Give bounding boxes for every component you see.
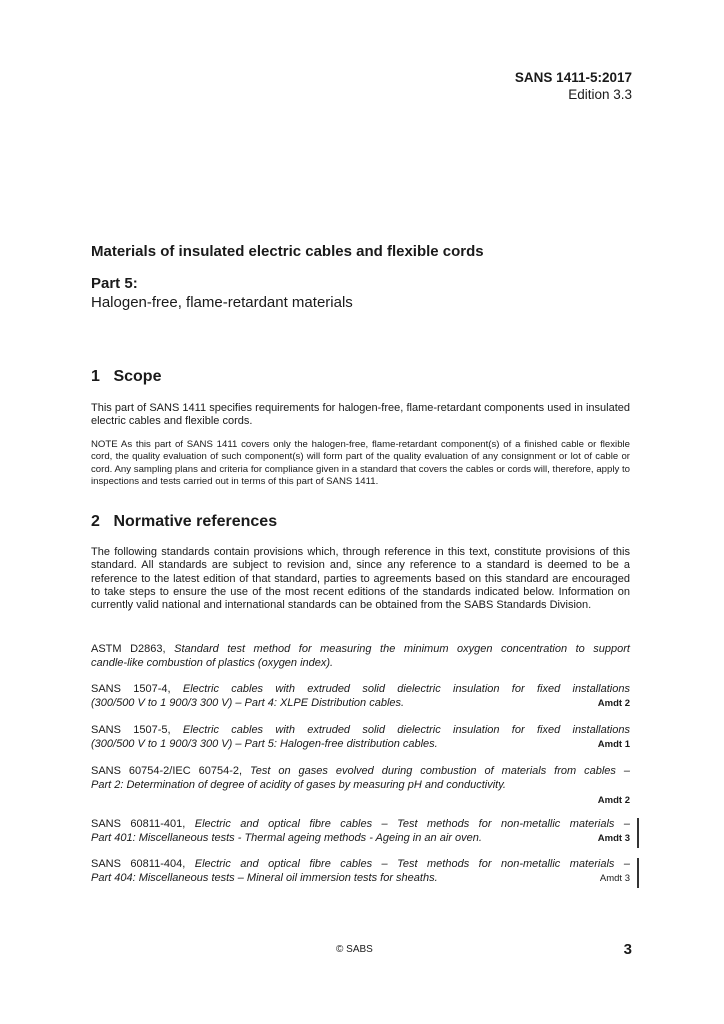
reference-title-line1: Standard test method for measuring the minimum oxygen concentration to support bbox=[174, 643, 630, 655]
amendment-badge: Amdt 3 bbox=[599, 872, 630, 884]
standard-code: SANS 1411-5:2017 bbox=[514, 70, 632, 85]
normative-references-paragraph: The following standards contain provisions which, through reference in this text, constitute provisions of this standard. All standards are subject to revision and, since any reference to a standard is deemed to be a reference to the latest edition of that standard, parties to agreements based on this standard are encouraged to take steps to ensure the use of the most recent editions of the standards indicated below. Information on currently valid national and international standards can be obtained from the SABS Standards Division. bbox=[91, 546, 630, 612]
reference-item bbox=[91, 818, 630, 845]
reference-title-line2: candle-like combustion of plastics (oxygen index). bbox=[91, 656, 334, 669]
part-title: Halogen-free, flame-retardant materials bbox=[91, 294, 353, 311]
revision-bar bbox=[637, 858, 639, 888]
reference-code: SANS 1507-4, bbox=[91, 683, 171, 695]
section-2-heading bbox=[91, 513, 277, 531]
edition-label: Edition 3.3 bbox=[568, 87, 632, 102]
reference-item bbox=[91, 643, 630, 670]
amendment-badge: Amdt 3 bbox=[597, 832, 630, 844]
revision-bar bbox=[637, 818, 639, 848]
page-number: 3 bbox=[623, 941, 632, 958]
section-1-title: Scope bbox=[113, 368, 162, 385]
reference-title-line2: Part 401: Miscellaneous tests - Thermal ageing methods - Ageing in an air oven. bbox=[91, 831, 482, 844]
reference-title-line2: (300/500 V to 1 900/3 300 V) – Part 4: XLPE Distribution cables. bbox=[91, 696, 405, 709]
reference-code: SANS 1507-5, bbox=[91, 724, 171, 736]
document-header bbox=[515, 69, 632, 103]
scope-note: NOTE As this part of SANS 1411 covers only the halogen-free, flame-retardant component(s) of a finished cable or flexible cord, the quality evaluation of such component(s) will form part of the quality evaluation of any consignment or lot of cable or cord. Any sampling plans and criteria for compliance given in a standard that covers the cables or cords will, therefore, apply to inspections and tests carried out in terms of this part of SANS 1411. bbox=[91, 439, 630, 488]
reference-title-line2: Part 2: Determination of degree of acidity of gases by measuring pH and conductivity. bbox=[91, 778, 506, 791]
reference-code: SANS 60811-404, bbox=[91, 858, 186, 870]
document-title: Materials of insulated electric cables and flexible cords bbox=[91, 243, 484, 260]
section-2-number: 2 bbox=[91, 513, 100, 530]
copyright-label: © SABS bbox=[336, 944, 373, 955]
reference-code: SANS 60811-401, bbox=[91, 818, 186, 830]
reference-title-line1: Electric cables with extruded solid dielectric insulation for fixed installations bbox=[182, 724, 630, 736]
reference-title-line2: (300/500 V to 1 900/3 300 V) – Part 5: Halogen-free distribution cables. bbox=[91, 737, 438, 750]
reference-item bbox=[91, 683, 630, 710]
section-1-heading bbox=[91, 368, 161, 386]
amendment-badge: Amdt 2 bbox=[597, 795, 630, 807]
amendment-badge: Amdt 1 bbox=[597, 738, 630, 750]
scope-paragraph: This part of SANS 1411 specifies requirements for halogen-free, flame-retardant components used in insulated electric cables and flexible cords. bbox=[91, 402, 630, 428]
reference-code: SANS 60754-2/IEC 60754-2, bbox=[91, 765, 243, 777]
reference-item bbox=[91, 724, 630, 751]
reference-title-line2: Part 404: Miscellaneous tests – Mineral oil immersion tests for sheaths. bbox=[91, 871, 438, 884]
reference-title-line1: Electric and optical fibre cables – Test methods for non-metallic materials – bbox=[194, 818, 630, 830]
reference-title-line1: Test on gases evolved during combustion of materials from cables – bbox=[250, 765, 630, 777]
reference-code: ASTM D2863, bbox=[91, 643, 166, 655]
reference-title-line1: Electric cables with extruded solid dielectric insulation for fixed installations bbox=[182, 683, 630, 695]
section-1-number: 1 bbox=[91, 368, 100, 385]
section-2-title: Normative references bbox=[113, 513, 278, 530]
reference-item bbox=[91, 858, 630, 885]
reference-title-line1: Electric and optical fibre cables – Test methods for non-metallic materials – bbox=[194, 858, 630, 870]
reference-item bbox=[91, 765, 630, 808]
amendment-badge: Amdt 2 bbox=[597, 697, 630, 709]
part-label: Part 5: bbox=[91, 275, 138, 292]
